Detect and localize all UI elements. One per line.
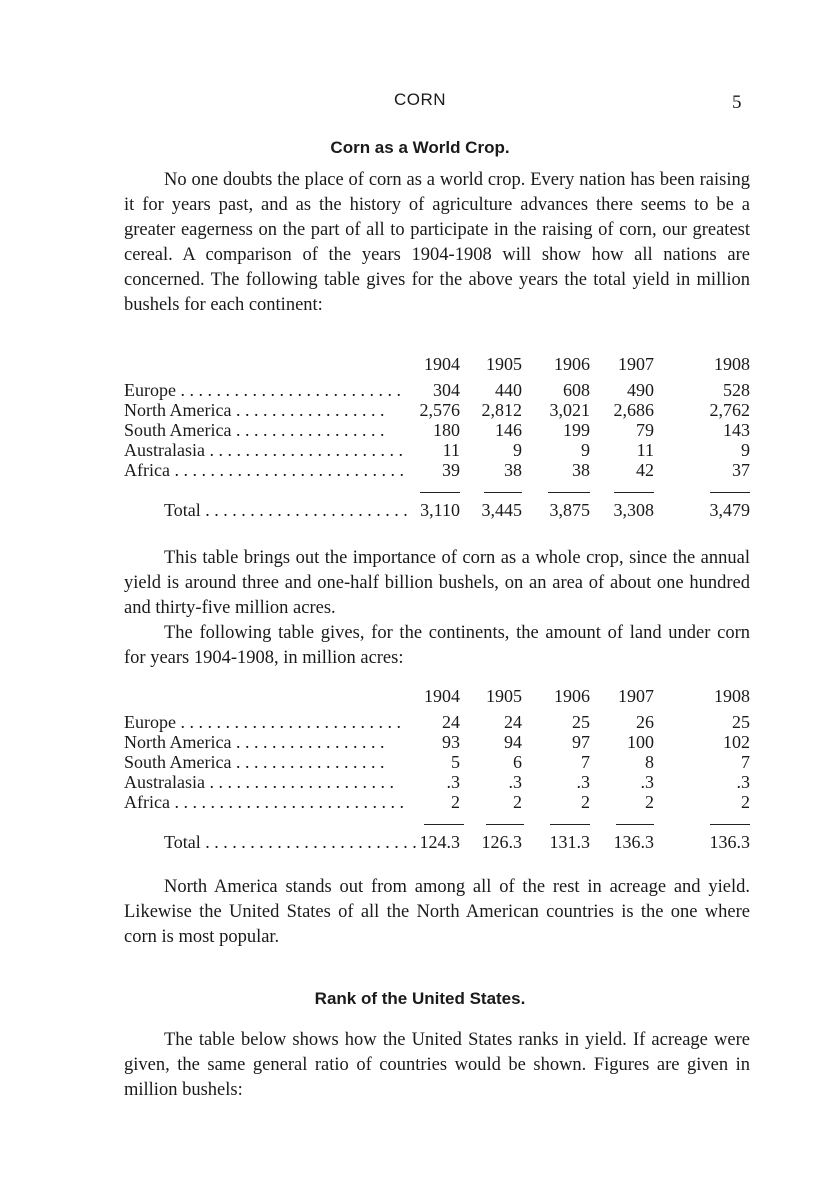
sum-rule: [548, 492, 590, 493]
total-cell: 3,110: [420, 500, 460, 520]
sum-rule: [420, 492, 460, 493]
acreage-table: [124, 686, 752, 852]
sum-rule: [616, 824, 654, 825]
total-cell: 131.3: [549, 832, 590, 852]
year-header: 1906: [554, 686, 590, 706]
cell: 146: [495, 420, 522, 440]
cell: .3: [736, 772, 750, 792]
cell: 3,021: [549, 400, 590, 420]
sum-rule: [710, 492, 750, 493]
total-cell: 3,445: [481, 500, 522, 520]
section-heading-rank: Rank of the United States.: [314, 989, 526, 1008]
cell: 7: [741, 752, 750, 772]
cell: 24: [504, 712, 522, 732]
year-header: 1904: [424, 354, 460, 374]
running-head: CORN: [393, 90, 447, 109]
table-row: [124, 380, 752, 400]
cell: 7: [581, 752, 590, 772]
cell: 25: [572, 712, 590, 732]
table-total-row: [124, 500, 752, 520]
cell: 97: [572, 732, 590, 752]
cell: 2,686: [613, 400, 654, 420]
cell: 5: [451, 752, 460, 772]
cell: .3: [576, 772, 590, 792]
cell: 102: [723, 732, 750, 752]
row-label: Europe . . . . . . . . . . . . . . . . . . . . . . . . .: [124, 712, 401, 732]
cell: 9: [513, 440, 522, 460]
table-row: [124, 440, 752, 460]
cell: 11: [636, 440, 654, 460]
cell: .3: [446, 772, 460, 792]
total-cell: 124.3: [419, 832, 460, 852]
total-cell: 3,875: [549, 500, 590, 520]
total-label: Total . . . . . . . . . . . . . . . . . . . . . . . .: [164, 832, 417, 852]
sum-rule: [550, 824, 590, 825]
cell: .3: [640, 772, 654, 792]
table-row: [124, 732, 752, 752]
row-label: North America . . . . . . . . . . . . . . . . .: [124, 732, 385, 752]
year-header: 1907: [618, 686, 654, 706]
cell: 38: [572, 460, 590, 480]
row-label: North America . . . . . . . . . . . . . . . . .: [124, 400, 385, 420]
cell: 528: [723, 380, 750, 400]
cell: 143: [723, 420, 750, 440]
year-header: 1908: [714, 686, 750, 706]
cell: 37: [732, 460, 750, 480]
year-header: 1907: [618, 354, 654, 374]
paragraph-intro: No one doubts the place of corn as a world crop. Every nation has been raising it for years past, and as the history of agriculture advances there seems to be a greater eagerness on the part of all to participate in the raising of corn, our greatest cereal. A comparison of the years 1904-1908 will show how all nations are concerned. The following table gives for the above years the total yield in million bushels for each continent:: [124, 170, 750, 315]
cell: 440: [495, 380, 522, 400]
cell: 79: [636, 420, 654, 440]
cell: 9: [741, 440, 750, 460]
cell: 2,812: [481, 400, 522, 420]
cell: 100: [627, 732, 654, 752]
cell: 304: [433, 380, 460, 400]
yield-table-header: [124, 354, 752, 380]
table-row: [124, 772, 752, 792]
cell: 6: [513, 752, 522, 772]
cell: 38: [504, 460, 522, 480]
paragraph-north-america: North America stands out from among all of the rest in acreage and yield. Likewise the United States of all the North American countries is the one where corn is most popular.: [124, 877, 750, 947]
year-header: 1906: [554, 354, 590, 374]
sum-rule: [710, 824, 750, 825]
cell: 2: [645, 792, 654, 812]
cell: 608: [563, 380, 590, 400]
cell: 2,762: [709, 400, 750, 420]
table-row: [124, 400, 752, 420]
total-cell: 136.3: [709, 832, 750, 852]
cell: 39: [442, 460, 460, 480]
paragraph-acreage-intro: The following table gives, for the continents, the amount of land under corn for years 1904-1908, in million acres:: [124, 623, 750, 668]
cell: 2,576: [419, 400, 460, 420]
table-row: [124, 420, 752, 440]
row-label: South America . . . . . . . . . . . . . . . . .: [124, 420, 385, 440]
table-row: [124, 712, 752, 732]
cell: 2: [513, 792, 522, 812]
page-number: 5: [732, 92, 742, 113]
row-label: Australasia . . . . . . . . . . . . . . . . . . . . . .: [124, 440, 403, 460]
cell: 199: [563, 420, 590, 440]
row-label: Europe . . . . . . . . . . . . . . . . . . . . . . . . .: [124, 380, 401, 400]
table-row: [124, 752, 752, 772]
year-header: 1908: [714, 354, 750, 374]
table-row: [124, 792, 752, 812]
sum-rules: [124, 486, 752, 500]
total-cell: 136.3: [613, 832, 654, 852]
cell: 490: [627, 380, 654, 400]
sum-rules: [124, 818, 752, 832]
table-total-row: [124, 832, 752, 852]
sum-rule: [484, 492, 522, 493]
cell: 2: [741, 792, 750, 812]
table-row: [124, 460, 752, 480]
cell: 25: [732, 712, 750, 732]
total-cell: 126.3: [481, 832, 522, 852]
total-cell: 3,479: [709, 500, 750, 520]
row-label: Australasia . . . . . . . . . . . . . . . . . . . . .: [124, 772, 394, 792]
yield-table: [124, 354, 752, 520]
total-cell: 3,308: [613, 500, 654, 520]
cell: 93: [442, 732, 460, 752]
sum-rule: [424, 824, 464, 825]
year-header: 1905: [486, 354, 522, 374]
row-label: Africa . . . . . . . . . . . . . . . . . . . . . . . . . .: [124, 792, 404, 812]
cell: 8: [645, 752, 654, 772]
section-heading-world-crop: Corn as a World Crop.: [330, 138, 510, 157]
acreage-table-header: [124, 686, 752, 712]
total-label: Total . . . . . . . . . . . . . . . . . . . . . . .: [164, 500, 408, 520]
cell: 26: [636, 712, 654, 732]
cell: 2: [581, 792, 590, 812]
cell: 2: [451, 792, 460, 812]
cell: 94: [504, 732, 522, 752]
cell: 180: [433, 420, 460, 440]
cell: 9: [581, 440, 590, 460]
cell: .3: [508, 772, 522, 792]
cell: 11: [442, 440, 460, 460]
paragraph-importance: This table brings out the importance of corn as a whole crop, since the annual yield is around three and one-half billion bushels, on an area of about one hundred and thirty-five million acres.: [124, 548, 750, 618]
paragraph-rank: The table below shows how the United States ranks in yield. If acreage were given, the same general ratio of countries would be shown. Figures are given in million bushels:: [124, 1030, 750, 1100]
cell: 24: [442, 712, 460, 732]
year-header: 1905: [486, 686, 522, 706]
row-label: South America . . . . . . . . . . . . . . . . .: [124, 752, 385, 772]
sum-rule: [614, 492, 654, 493]
cell: 42: [636, 460, 654, 480]
sum-rule: [486, 824, 524, 825]
row-label: Africa . . . . . . . . . . . . . . . . . . . . . . . . . .: [124, 460, 404, 480]
year-header: 1904: [424, 686, 460, 706]
